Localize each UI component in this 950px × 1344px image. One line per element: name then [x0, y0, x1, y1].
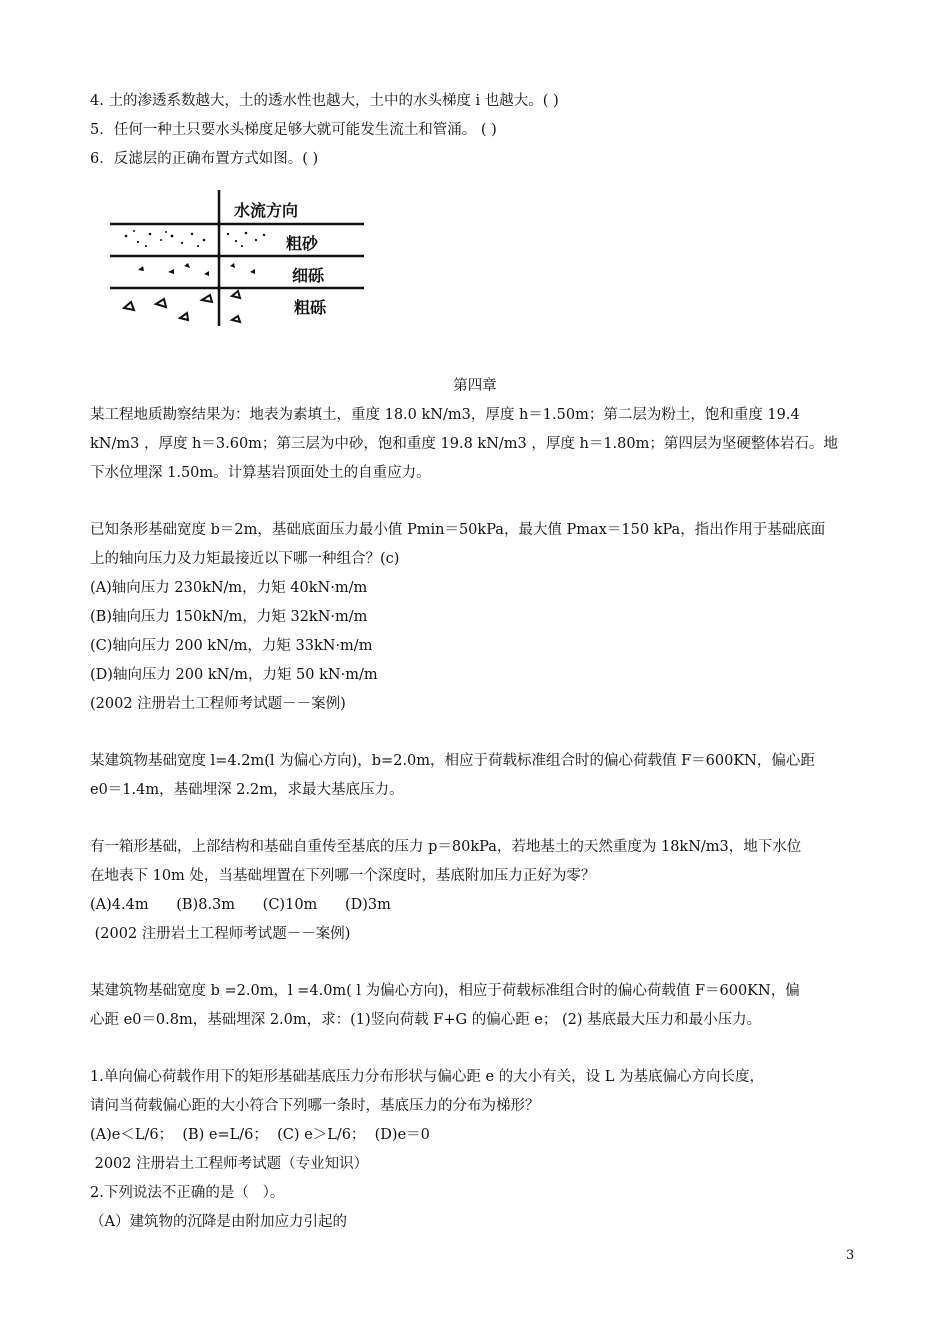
question-6: 6．反滤层的正确布置方式如图。( ): [90, 151, 319, 167]
p3-line-2: e0＝1.4m，基础埋深 2.2m，求最大基底压力。: [90, 782, 404, 798]
question-5: 5．任何一种土只要水头梯度足够大就可能发生流土和管涌。 ( ): [90, 122, 497, 138]
p3-line-1: 某建筑物基础宽度 l=4.2m(l 为偏心方向)，b=2.0m，相应于荷载标准组合时的偏心荷载值 F＝600KN，偏心距: [90, 753, 815, 769]
page-number: 3: [846, 1248, 855, 1263]
fine-gravel-marks: [138, 263, 255, 276]
p1-line-3: 下水位埋深 1.50m。计算基岩顶面处土的自重应力。: [90, 465, 431, 481]
question-2-option-a: （A）建筑物的沉降是由附加应力引起的: [90, 1214, 347, 1230]
filter-layer-figure: [106, 186, 376, 334]
question-4: 4. 土的渗透系数越大，土的透水性也越大，土中的水头梯度 i 也越大。( ): [90, 93, 559, 109]
p2-option-d: (D)轴向压力 200 kN/m，力矩 50 kN·m/m: [90, 667, 378, 683]
p6-source: 2002 注册岩土工程师考试题（专业知识）: [90, 1156, 369, 1172]
p2-line-1: 已知条形基础宽度 b＝2m，基础底面压力最小值 Pmin＝50kPa，最大值 Pmax＝150 kPa，指出作用于基础底面: [90, 522, 826, 538]
coarse-sand-label: 粗砂: [286, 234, 319, 253]
p5-line-2: 心距 e0＝0.8m，基础埋深 2.0m，求：(1)竖向荷载 F+G 的偏心距 e； (2) 基底最大压力和最小压力。: [90, 1012, 762, 1028]
p4-source: (2002 注册岩土工程师考试题－－案例): [90, 926, 351, 942]
p6-line-1: 1.单向偏心荷载作用下的矩形基础基底压力分布形状与偏心距 e 的大小有关，设 L 为基底偏心方向长度，: [90, 1069, 764, 1085]
chapter-title: 第四章: [453, 378, 497, 394]
p4-line-2: 在地表下 10m 处，当基础埋置在下列哪一个深度时，基底附加压力正好为零？: [90, 868, 596, 884]
coarse-gravel-label: 粗砾: [294, 298, 327, 317]
p4-line-1: 有一箱形基础，上部结构和基础自重传至基底的压力 p＝80kPa，若地基土的天然重度为 18kN/m3，地下水位: [90, 839, 802, 855]
coarse-sand-dots: [125, 230, 266, 247]
p2-line-2: 上的轴向压力及力矩最接近以下哪一种组合？(c): [90, 551, 400, 567]
p2-option-a: (A)轴向压力 230kN/m，力矩 40kN·m/m: [90, 580, 368, 596]
p4-options: (A)4.4m (B)8.3m (C)10m (D)3m: [90, 897, 391, 913]
coarse-gravel-marks: [124, 291, 240, 322]
p2-source: (2002 注册岩土工程师考试题－－案例): [90, 696, 346, 712]
fine-gravel-label: 细砾: [292, 266, 325, 285]
p2-option-b: (B)轴向压力 150kN/m，力矩 32kN·m/m: [90, 609, 368, 625]
flow-direction-label: 水流方向: [234, 201, 299, 220]
question-2: 2.下列说法不正确的是（ ）。: [90, 1185, 285, 1201]
p2-option-c: (C)轴向压力 200 kN/m，力矩 33kN·m/m: [90, 638, 373, 654]
p5-line-1: 某建筑物基础宽度 b =2.0m，l =4.0m( l 为偏心方向)，相应于荷载标准组合时的偏心荷载值 F＝600KN，偏: [90, 983, 800, 999]
p1-line-1: 某工程地质勘察结果为：地表为素填土，重度 18.0 kN/m3，厚度 h＝1.50m；第二层为粉土，饱和重度 19.4: [90, 407, 800, 423]
p6-options: (A)e＜L/6； (B) e=L/6； (C) e＞L/6； (D)e＝0: [90, 1127, 430, 1143]
p6-line-2: 请问当荷载偏心距的大小符合下列哪一条时，基底压力的分布为梯形？: [90, 1098, 540, 1114]
p1-line-2: kN/m3 ，厚度 h＝3.60m；第三层为中砂，饱和重度 19.8 kN/m3 ，厚度 h＝1.80m；第四层为坚硬整体岩石。地: [90, 436, 838, 452]
